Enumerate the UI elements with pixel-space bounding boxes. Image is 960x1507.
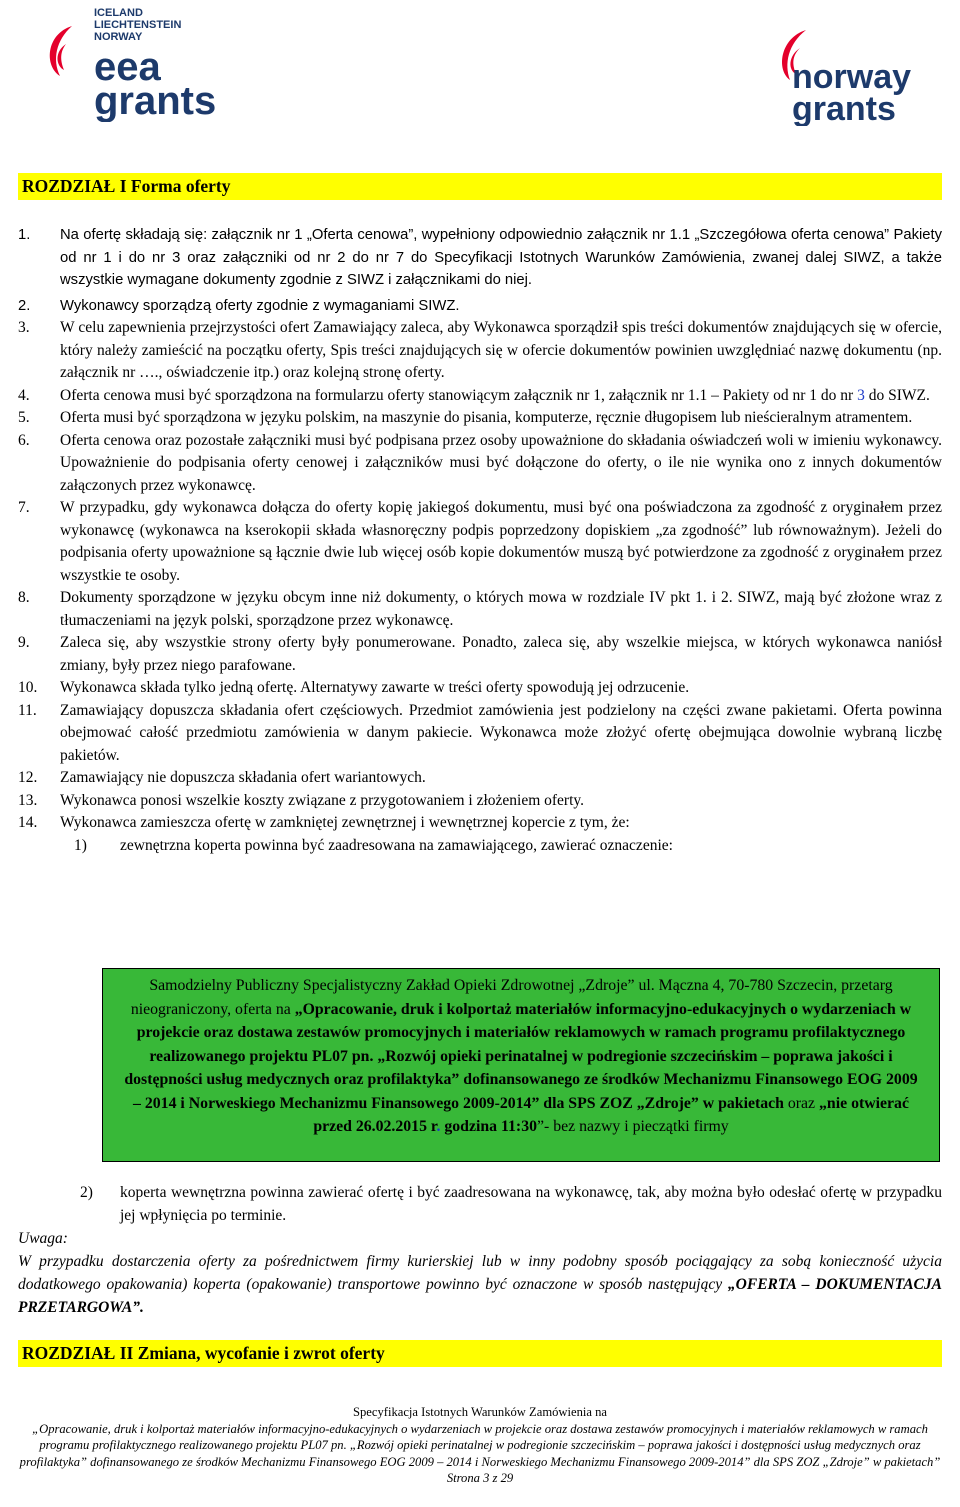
list-item xyxy=(18,385,942,408)
list-item xyxy=(18,587,942,632)
list-number: 6. xyxy=(18,431,30,449)
list-number: 2. xyxy=(18,297,31,314)
list-text-part: Oferta cenowa musi być sporządzona na formularzu oferty stanowiącym załącznik nr 1, załącznik nr 1.1 – Pakiety od nr 1 do nr xyxy=(60,386,858,404)
list-number: 13. xyxy=(18,791,38,809)
list-item xyxy=(18,224,942,292)
list-number: 10. xyxy=(18,679,38,696)
sub-number: 1) xyxy=(74,836,87,854)
list-text: Oferta musi być sporządzona w języku polskim, na maszynie do pisania, komputerze, ręcznie długopisem lub nieścieralnym atramentem. xyxy=(60,409,913,426)
list-number: 14. xyxy=(18,814,38,831)
sub-number: 2) xyxy=(80,1184,93,1201)
norway-grants-logo xyxy=(770,26,940,126)
list-number: 7. xyxy=(18,499,30,516)
page-number: Strona 3 z 29 xyxy=(446,1471,514,1485)
list-text-highlight: 3 xyxy=(857,386,865,404)
list-number: 1. xyxy=(18,227,31,243)
norway-word: norway xyxy=(792,58,912,96)
list-item xyxy=(18,317,942,385)
chapter-heading-2: ROZDZIAŁ II Zmiana, wycofanie i zwrot oferty xyxy=(18,1340,942,1367)
list-item xyxy=(18,295,942,318)
list-item xyxy=(18,430,942,498)
eea-country-iceland: ICELAND xyxy=(94,7,143,19)
footer-body: „Opracowanie, druk i kolportaż materiałów informacyjno-edukacyjnych o wydarzeniach w projekcie oraz dostawa zestawów promocyjnych i materiałów reklamowych w ramach programu profilaktycznego realizowanego projektu PL07 pn. „Rozwój opieki perinatalnej w podregionie szczecińskim – poprawa jakości i dostępności usług medycznych oraz profilaktyka” dofinansowanego ze środków Mechanizmu Finansowego EOG 2009 – 2014 i Norweskiego Mechanizmu Finansowego 2009-2014” dla SPS ZOZ „Zdroje” w pakietach” xyxy=(19,1421,941,1469)
list-number: 11. xyxy=(18,701,37,719)
page-footer xyxy=(18,1404,942,1487)
list-number: 12. xyxy=(18,769,38,786)
list-number: 8. xyxy=(18,589,30,606)
list-item xyxy=(18,790,942,813)
eea-grants-logo xyxy=(36,4,236,122)
footer-title: Specyfikacja Istotnych Warunków Zamówienia na xyxy=(352,1405,608,1419)
list-item xyxy=(18,812,942,835)
list-text: W przypadku, gdy wykonawca dołącza do oferty kopię jakiegoś dokumentu, musi być ona poświadczona za zgodność z oryginałem przez wykonawcę (wykonawca na kserokopii składa własnoręczny podpis poprzedzony dopiskiem „za zgodność” lub równoważnym). Jeżeli do podpisania oferty upoważnione są łącznie dwie lub więcej osób kopie dokumentów muszą być potwierdzone za zgodność z oryginałem przez wszystkie te osoby. xyxy=(60,499,942,584)
list-item xyxy=(18,767,942,790)
eea-country-liechtenstein: LIECHTENSTEIN xyxy=(94,19,182,31)
note-text: W przypadku dostarczenia oferty za pośrednictwem firmy kurierskiej lub w inny podobny sposób pociągający za sobą konieczność użycia dodatkowego opakowania) koperta (opakowanie) transportowe powinno być oznaczone w sposób następujący xyxy=(18,1253,942,1293)
list-number: 3. xyxy=(18,319,30,336)
list-number: 5. xyxy=(18,409,30,426)
note-label: Uwaga: xyxy=(18,1230,68,1247)
box-text: Samodzielny Publiczny Specjalistyczny Zakład Opieki Zdrowotnej „Zdroje” ul. Mączna 4, 70-780 Szczecin, przetarg nieograniczony, oferta na xyxy=(130,977,893,1018)
box-bold-title: „Opracowanie, druk i kolportaż materiałów informacyjno-edukacyjnych o wydarzeniach w projekcie oraz dostawa zestawów promocyjnych i materiałów reklamowych w ramach programu profilaktycznego realizowanego projektu PL07 pn. „Rozwój opieki perinatalnej w podregionie szczecińskim – poprawa jakości i dostępności usług medycznych oraz profilaktyka” dofinansowanego ze środków Mechanizmu Finansowego EOG 2009 – 2014 i Norweskiego Mechanizmu Finansowego 2009-2014” dla SPS ZOZ „Zdroje” w pakietach xyxy=(124,1000,918,1112)
list-text: Zamawiający nie dopuszcza składania ofert wariantowych. xyxy=(60,769,426,786)
norway-grants-word: grants xyxy=(792,90,896,126)
list-text-part: do SIWZ. xyxy=(864,386,930,404)
list-number: 4. xyxy=(18,386,30,404)
sub-item-1 xyxy=(18,835,942,858)
document-body xyxy=(18,224,942,857)
list-item xyxy=(18,677,942,700)
eea-word: eea xyxy=(94,45,161,89)
sub-item-2 xyxy=(80,1181,942,1227)
sub-text: koperta wewnętrzna powinna zawierać ofertę i być zaadresowana na wykonawcę, tak, aby można było odesłać ofertę w przypadku jej wpłynięcia po terminie. xyxy=(120,1184,942,1224)
list-text: Zaleca się, aby wszystkie strony oferty były ponumerowane. Ponadto, zaleca się, aby wszelkie miejsca, w których wykonawca naniósł zmiany, były przez niego parafowane. xyxy=(60,634,942,674)
list-text: Oferta cenowa oraz pozostałe załączniki musi być podpisana przez osoby upoważnione do składania oświadczeń woli w imieniu wykonawcy. Upoważnienie do podpisania oferty cenowej i załączników musi być dołączone do oferty, o ile nie wynika ono z innych dokumentów załączonych przez wykonawcę. xyxy=(60,431,942,494)
grants-word: grants xyxy=(94,79,217,122)
note-block xyxy=(18,1227,942,1319)
list-text: W celu zapewnienia przejrzystości ofert Zamawiający zaleca, aby Wykonawca sporządził spis treści dokumentów znajdujących się w ofercie, który należy zamieścić na początku oferty, Spis treści znajdujących się w ofercie dokumentów powinien uwzględniać nazwę dokumentu (np. załącznik nr …., oświadczenie itp.) oraz kolejną stronę oferty. xyxy=(60,319,942,381)
eea-country-norway: NORWAY xyxy=(94,31,143,43)
list-number: 9. xyxy=(18,634,30,651)
list-item xyxy=(18,700,942,768)
list-item xyxy=(18,407,942,430)
chapter-heading-1: ROZDZIAŁ I Forma oferty xyxy=(18,173,942,200)
list-text: Wykonawca zamieszcza ofertę w zamkniętej zewnętrznej i wewnętrznej kopercie z tym, że: xyxy=(60,814,630,831)
list-text: Dokumenty sporządzone w języku obcym inne niż dokumenty, o których mowa w rozdziale IV pkt 1. i 2. SIWZ, mają być złożone wraz z tłumaczeniami na język polski, sporządzone przez wykonawcę. xyxy=(60,589,942,629)
list-text: Wykonawca ponosi wszelkie koszty związane z przygotowaniem i złożeniem oferty. xyxy=(60,791,585,809)
list-item xyxy=(18,497,942,587)
list-text: Wykonawcy sporządzą oferty zgodnie z wymaganiami SIWZ. xyxy=(60,297,460,314)
box-bold-date: „nie otwierać przed 26.02.2015 r xyxy=(313,1094,909,1135)
note-bold-text: „OFERTA – DOKUMENTACJA PRZETARGOWA”. xyxy=(18,1276,942,1316)
list-text: Wykonawca składa tylko jedną ofertę. Alternatywy zawarte w treści oferty spowodują jej odrzucenie. xyxy=(60,679,690,696)
list-text: Na ofertę składają się: załącznik nr 1 „Oferta cenowa”, wypełniony odpowiednio załącznik nr 1.1 „Szczegółowa oferta cenowa” Pakiety od nr 1 i do nr 3 oraz załączniki od nr 2 do nr 7 do Specyfikacji Istotnych Warunków Zamówienia, zwanej dalej SIWZ, a także wszystkie wymagane dokumenty zgodnie z SIWZ i załącznikami do niej. xyxy=(60,227,942,288)
list-text: Zamawiający dopuszcza składania ofert częściowych. Przedmiot zamówienia jest podzielony na części zwane pakietami. Oferta powinna obejmować całość przedmiotu zamówienia w danym pakiecie. Wykonawca może złożyć ofertę obejmująca dowolnie wybraną liczbę pakietów. xyxy=(60,701,942,764)
sub-text: zewnętrzna koperta powinna być zaadresowana na zamawiającego, zawierać oznaczenie: xyxy=(120,836,673,854)
box-text: ”- bez nazwy i pieczątki firmy xyxy=(537,1118,729,1135)
box-text: oraz xyxy=(783,1094,820,1112)
box-blue-dot: . xyxy=(436,1118,441,1135)
box-bold-time: godzina 11:30 xyxy=(440,1118,537,1135)
envelope-label-box xyxy=(102,968,940,1162)
list-item xyxy=(18,632,942,677)
